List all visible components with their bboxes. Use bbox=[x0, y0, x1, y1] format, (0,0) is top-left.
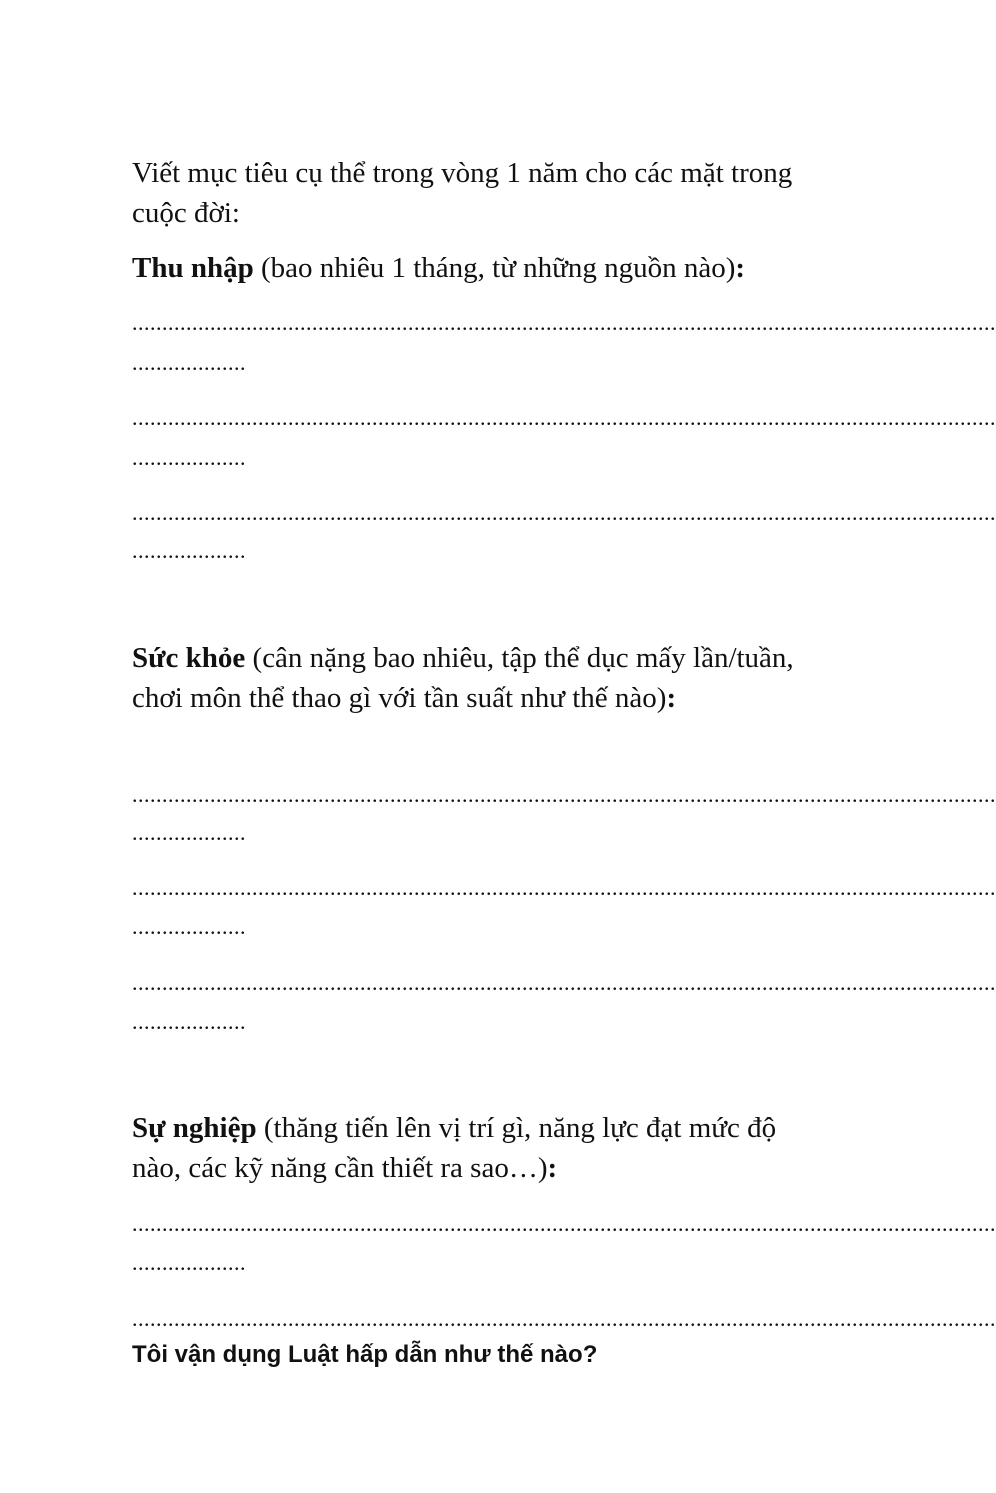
income-answer-line-3[interactable]: ................................................................................................................................................ bbox=[132, 500, 996, 525]
career-answer-line-1[interactable]: ................................................................................................................................................ bbox=[132, 1211, 996, 1236]
income-colon: : bbox=[735, 252, 746, 284]
footer-heading: Tôi vận dụng Luật hấp dẫn như thế nào? bbox=[132, 1341, 598, 1368]
income-answer-line-3-cont[interactable]: ................... bbox=[132, 538, 246, 563]
health-answer-line-1-cont[interactable]: ................... bbox=[132, 820, 246, 845]
health-answer-line-1[interactable]: ................................................................................................................................................ bbox=[132, 782, 996, 807]
health-answer-line-2[interactable]: ................................................................................................................................................ bbox=[132, 875, 996, 900]
career-colon: : bbox=[547, 1152, 558, 1184]
health-heading bbox=[132, 638, 822, 718]
income-heading bbox=[132, 248, 822, 288]
income-answer-line-2-cont[interactable]: ................... bbox=[132, 445, 246, 470]
health-answer-line-3[interactable]: ................................................................................................................................................ bbox=[132, 970, 996, 995]
income-answer-line-1-cont[interactable]: ................... bbox=[132, 350, 246, 375]
career-heading bbox=[132, 1108, 822, 1188]
career-answer-line-1-cont[interactable]: ................... bbox=[132, 1250, 246, 1275]
health-colon: : bbox=[666, 682, 677, 714]
career-answer-line-2[interactable]: ................................................................................................................................................ bbox=[132, 1306, 996, 1331]
health-answer-line-2-cont[interactable]: ................... bbox=[132, 914, 246, 939]
career-title: Sự nghiệp bbox=[132, 1112, 257, 1144]
income-title: Thu nhập bbox=[132, 252, 254, 284]
income-answer-line-1[interactable]: ................................................................................................................................................ bbox=[132, 310, 996, 335]
health-answer-line-3-cont[interactable]: ................... bbox=[132, 1009, 246, 1034]
intro-text: Viết mục tiêu cụ thể trong vòng 1 năm cho các mặt trong cuộc đời: bbox=[132, 157, 793, 229]
income-answer-line-2[interactable]: ................................................................................................................................................ bbox=[132, 405, 996, 430]
income-hint: (bao nhiêu 1 tháng, từ những nguồn nào) bbox=[253, 252, 736, 284]
career-hint: (thăng tiến lên vị trí gì, năng lực đạt mức độ nào, các kỹ năng cần thiết ra sao…) bbox=[132, 1112, 777, 1184]
health-hint: (cân nặng bao nhiêu, tập thể dục mấy lần/tuần, chơi môn thể thao gì với tần suất như thế nào) bbox=[132, 642, 794, 714]
health-title: Sức khỏe bbox=[132, 642, 246, 674]
